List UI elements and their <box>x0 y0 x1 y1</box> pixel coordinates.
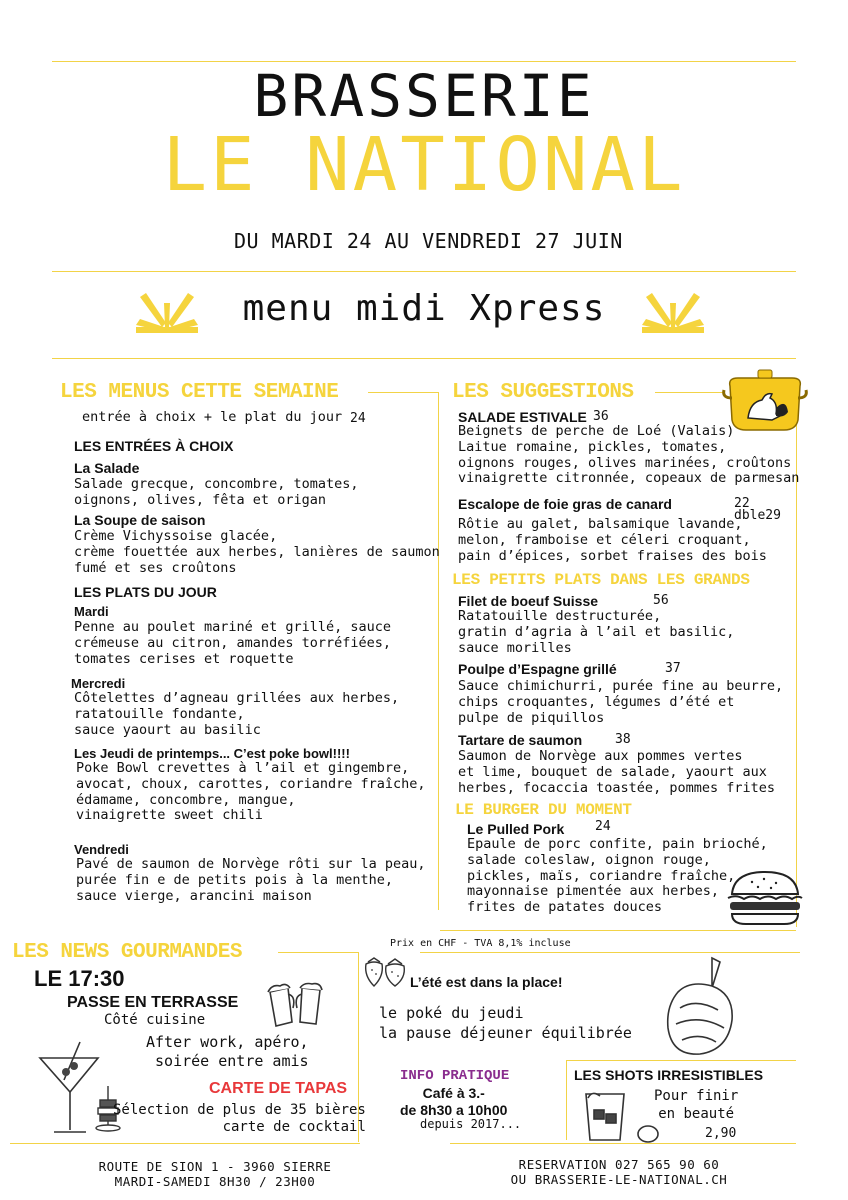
p2-desc: Sauce chimichurri, purée fine au beurre, chips croquantes, légumes d’été et pulpe de piquillos <box>458 678 784 726</box>
burger-desc: Epaule de porc confite, pain brioché, salade coleslaw, oignon rouge, pickles, maïs, coriandre fraîche, mayonnaise pimentée aux herbes, frites de patates douces <box>467 836 768 916</box>
vat-note: Prix en CHF - TVA 8,1% incluse <box>390 938 571 949</box>
shot-glass-icon <box>582 1090 662 1146</box>
news-bieres: Sélection de plus de 35 bières carte de cocktail <box>113 1102 366 1135</box>
news-left-bottom-rule <box>10 1143 360 1144</box>
news-terrasse: PASSE EN TERRASSE <box>67 994 239 1011</box>
sun-icon-right <box>642 293 704 333</box>
s2-desc: Rôtie au galet, balsamique lavande, melon, framboise et céleri croquant, pain d’épices, sorbet fraises des bois <box>458 516 767 564</box>
burger-price: 24 <box>595 819 611 834</box>
poke-text: le poké du jeudi la pause déjeuner équilibrée <box>379 1004 632 1042</box>
info-depuis: depuis 2017... <box>420 1117 522 1131</box>
mardi-day: Mardi <box>74 604 109 619</box>
tapas-title: CARTE DE TAPAS <box>209 1080 348 1097</box>
formula-text: entrée à choix + le plat du jour <box>82 409 343 425</box>
steak-icon <box>660 958 740 1058</box>
menu-title: menu midi Xpress <box>242 288 606 329</box>
p2-name: Poulpe d’Espagne grillé <box>458 661 617 677</box>
salade-desc: Salade grecque, concombre, tomates, oignons, olives, fêta et origan <box>74 476 359 508</box>
entrees-heading: LES ENTRÉES À CHOIX <box>74 438 234 454</box>
burger-name: Le Pulled Pork <box>467 821 565 837</box>
info-title: INFO PRATIQUE <box>400 1068 510 1084</box>
footer-reservation: RESERVATION 027 565 90 60 OU BRASSERIE-LE-NATIONAL.CH <box>510 1157 728 1187</box>
s1-price: 36 <box>593 409 609 424</box>
shots-title: LES SHOTS IRRESISTIBLES <box>574 1067 764 1083</box>
section-petits-plats-title: LES PETITS PLATS DANS LES GRANDS <box>452 571 750 589</box>
mercredi-day: Mercredi <box>71 676 126 691</box>
left-column-rule <box>438 392 439 910</box>
vendredi-day: Vendredi <box>74 842 129 857</box>
section-burger-title: LE BURGER DU MOMENT <box>455 801 632 819</box>
title-le-national: LE NATIONAL <box>162 122 686 208</box>
s2-name: Escalope de foie gras de canard <box>458 496 672 512</box>
p2-price: 37 <box>665 661 681 676</box>
salade-name: La Salade <box>74 460 140 476</box>
left-title-rule <box>368 392 438 393</box>
strawberry-icon <box>362 956 410 988</box>
footer-address: ROUTE DE SION 1 - 3960 SIERRE MARDI-SAMEDI 8H30 / 23H00 <box>98 1159 332 1189</box>
p1-desc: Ratatouille destructurée, gratin d’agria à l’ail et basilic, sauce morilles <box>458 608 735 656</box>
news-time: LE 17:30 <box>34 966 125 991</box>
p3-desc: Saumon de Norvège aux pommes vertes et lime, bouquet de salade, yaourt aux herbes, focaccia toastée, pommes frites <box>458 748 775 796</box>
title-brasserie: BRASSERIE <box>253 62 595 130</box>
s1-desc: Beignets de perche de Loé (Valais) Laitue romaine, pickles, tomates, oignons rouges, olives marinées, croûtons vinaigrette citronnée, copeaux de parmesan <box>458 423 800 487</box>
section-menus-title: LES MENUS CETTE SEMAINE <box>60 381 339 404</box>
news-after: After work, apéro, soirée entre amis <box>146 1033 309 1070</box>
section-news-title: LES NEWS GOURMANDES <box>12 941 242 964</box>
right-bottom-rule <box>440 930 796 931</box>
p3-name: Tartare de saumon <box>458 732 583 748</box>
mercredi-desc: Côtelettes d’agneau grillées aux herbes, ratatouille fondante, sauce yaourt au basilic <box>74 690 400 738</box>
dates-banner: DU MARDI 24 AU VENDREDI 27 JUIN <box>234 229 623 253</box>
menu-rule <box>52 358 796 359</box>
beer-mugs-icon <box>264 978 328 1028</box>
section-suggestions-title: LES SUGGESTIONS <box>452 381 634 404</box>
news-cote: Côté cuisine <box>104 1012 206 1028</box>
info-divider-rule <box>566 1060 567 1140</box>
right-title-rule <box>655 392 725 393</box>
dates-rule <box>52 271 796 272</box>
ete-text: L’été est dans la place! <box>410 974 563 990</box>
shots-desc: Pour finir en beauté <box>654 1088 739 1122</box>
news-title-rule <box>278 952 358 953</box>
burger-icon <box>724 868 806 928</box>
mardi-desc: Penne au poulet mariné et grillé, sauce crémeuse au citron, amandes torréfiées, tomates cerises et roquette <box>74 619 391 667</box>
formula-price: 24 <box>350 411 366 426</box>
news-right-rule <box>420 952 800 953</box>
vendredi-desc: Pavé de saumon de Norvège rôti sur la peau, purée fin e de petits pois à la menthe, sauce vierge, arancini maison <box>76 856 426 904</box>
p1-price: 56 <box>653 593 669 608</box>
s2-price: 22 <box>734 496 750 511</box>
jeudi-desc: Poke Bowl crevettes à l’ail et gingembre, avocat, choux, carottes, coriandre fraîche, édamame, concombre, mangue, vinaigrette sweet chili <box>76 760 426 824</box>
cocktail-icon <box>36 1040 102 1140</box>
info-cafe: Café à 3.- de 8h30 a 10h00 <box>400 1085 508 1118</box>
soupe-desc: Crème Vichyssoise glacée, crème fouettée aux herbes, lanières de saumon fumé et ses croûtons <box>74 528 440 576</box>
plats-heading: LES PLATS DU JOUR <box>74 584 217 600</box>
shots-rule <box>566 1060 796 1061</box>
p3-price: 38 <box>615 732 631 747</box>
s1-name: SALADE ESTIVALE <box>458 409 587 425</box>
shots-price: 2,90 <box>705 1126 737 1141</box>
s2-price-double: dble29 <box>734 508 781 523</box>
soupe-name: La Soupe de saison <box>74 512 206 528</box>
p1-name: Filet de boeuf Suisse <box>458 593 599 609</box>
jeudi-day: Les Jeudi de printemps... C’est poke bowl!!!! <box>74 746 350 761</box>
